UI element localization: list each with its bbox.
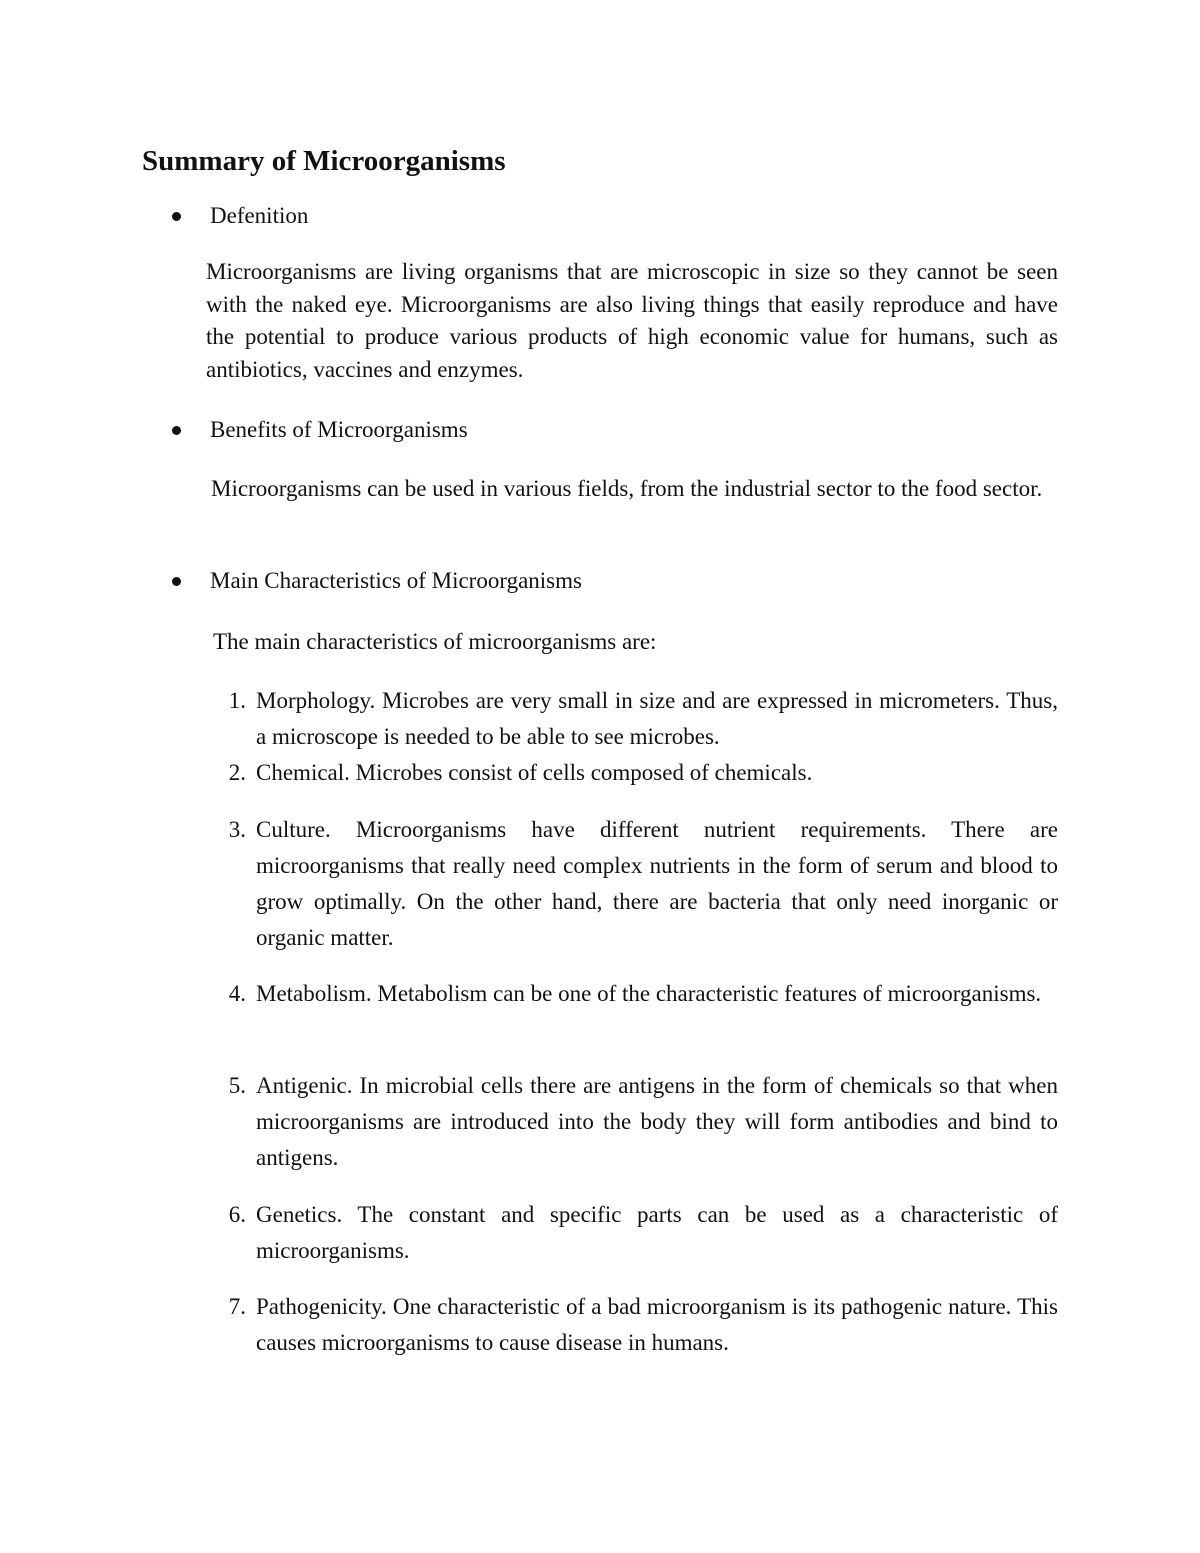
section-heading: Defenition [210, 203, 309, 228]
list-item [210, 1289, 1058, 1361]
list-item-number: 7. [228, 1294, 246, 1319]
bullet-dot-icon [172, 577, 181, 586]
characteristics-intro: The main characteristics of microorganisms are: [213, 629, 657, 654]
list-item-text: Genetics. The constant and specific parts can be used as a characteristic of microorganisms. [256, 1202, 1058, 1263]
bullet-dot-icon [172, 212, 181, 221]
list-item-text: Antigenic. In microbial cells there are antigens in the form of chemicals so that when microorganisms are introduced into the body they will form antibodies and bind to antigens. [256, 1073, 1058, 1170]
list-item-text: Culture. Microorganisms have different nutrient requirements. There are microorganisms that really need complex nutrients in the form of serum and blood to grow optimally. On the other hand, there are bacteria that only need inorganic or organic matter. [256, 817, 1058, 950]
definition-paragraph: Microorganisms are living organisms that are microscopic in size so they cannot be seen with the naked eye. Microorganisms are also living things that easily reproduce and have the potential to produce various products of high economic value for humans, such as antibiotics, vaccines and enzymes. [206, 259, 1058, 382]
list-item-text: Metabolism. Metabolism can be one of the characteristic features of microorganisms. [256, 981, 1042, 1006]
list-item-number: 6. [228, 1202, 246, 1227]
list-item [210, 683, 1058, 755]
document-title: Summary of Microorganisms [142, 145, 506, 177]
list-item-number: 5. [228, 1073, 246, 1098]
list-item [210, 755, 1058, 791]
list-item [210, 976, 1058, 1012]
list-item-number: 2. [228, 760, 246, 785]
list-item-number: 3. [228, 817, 246, 842]
benefits-paragraph: Microorganisms can be used in various fields, from the industrial sector to the food sector. [211, 476, 1043, 501]
section-heading: Main Characteristics of Microorganisms [210, 568, 582, 593]
list-item [210, 812, 1058, 956]
list-item [210, 1197, 1058, 1269]
list-item-text: Morphology. Microbes are very small in size and are expressed in micrometers. Thus, a microscope is needed to be able to see microbes. [256, 688, 1058, 749]
bullet-dot-icon [172, 426, 181, 435]
list-item-number: 1. [228, 688, 246, 713]
list-item-text: Chemical. Microbes consist of cells composed of chemicals. [256, 760, 813, 785]
list-item [210, 1068, 1058, 1176]
list-item-number: 4. [228, 981, 246, 1006]
section-heading: Benefits of Microorganisms [210, 417, 468, 442]
list-item-text: Pathogenicity. One characteristic of a bad microorganism is its pathogenic nature. This causes microorganisms to cause disease in humans. [256, 1294, 1058, 1355]
